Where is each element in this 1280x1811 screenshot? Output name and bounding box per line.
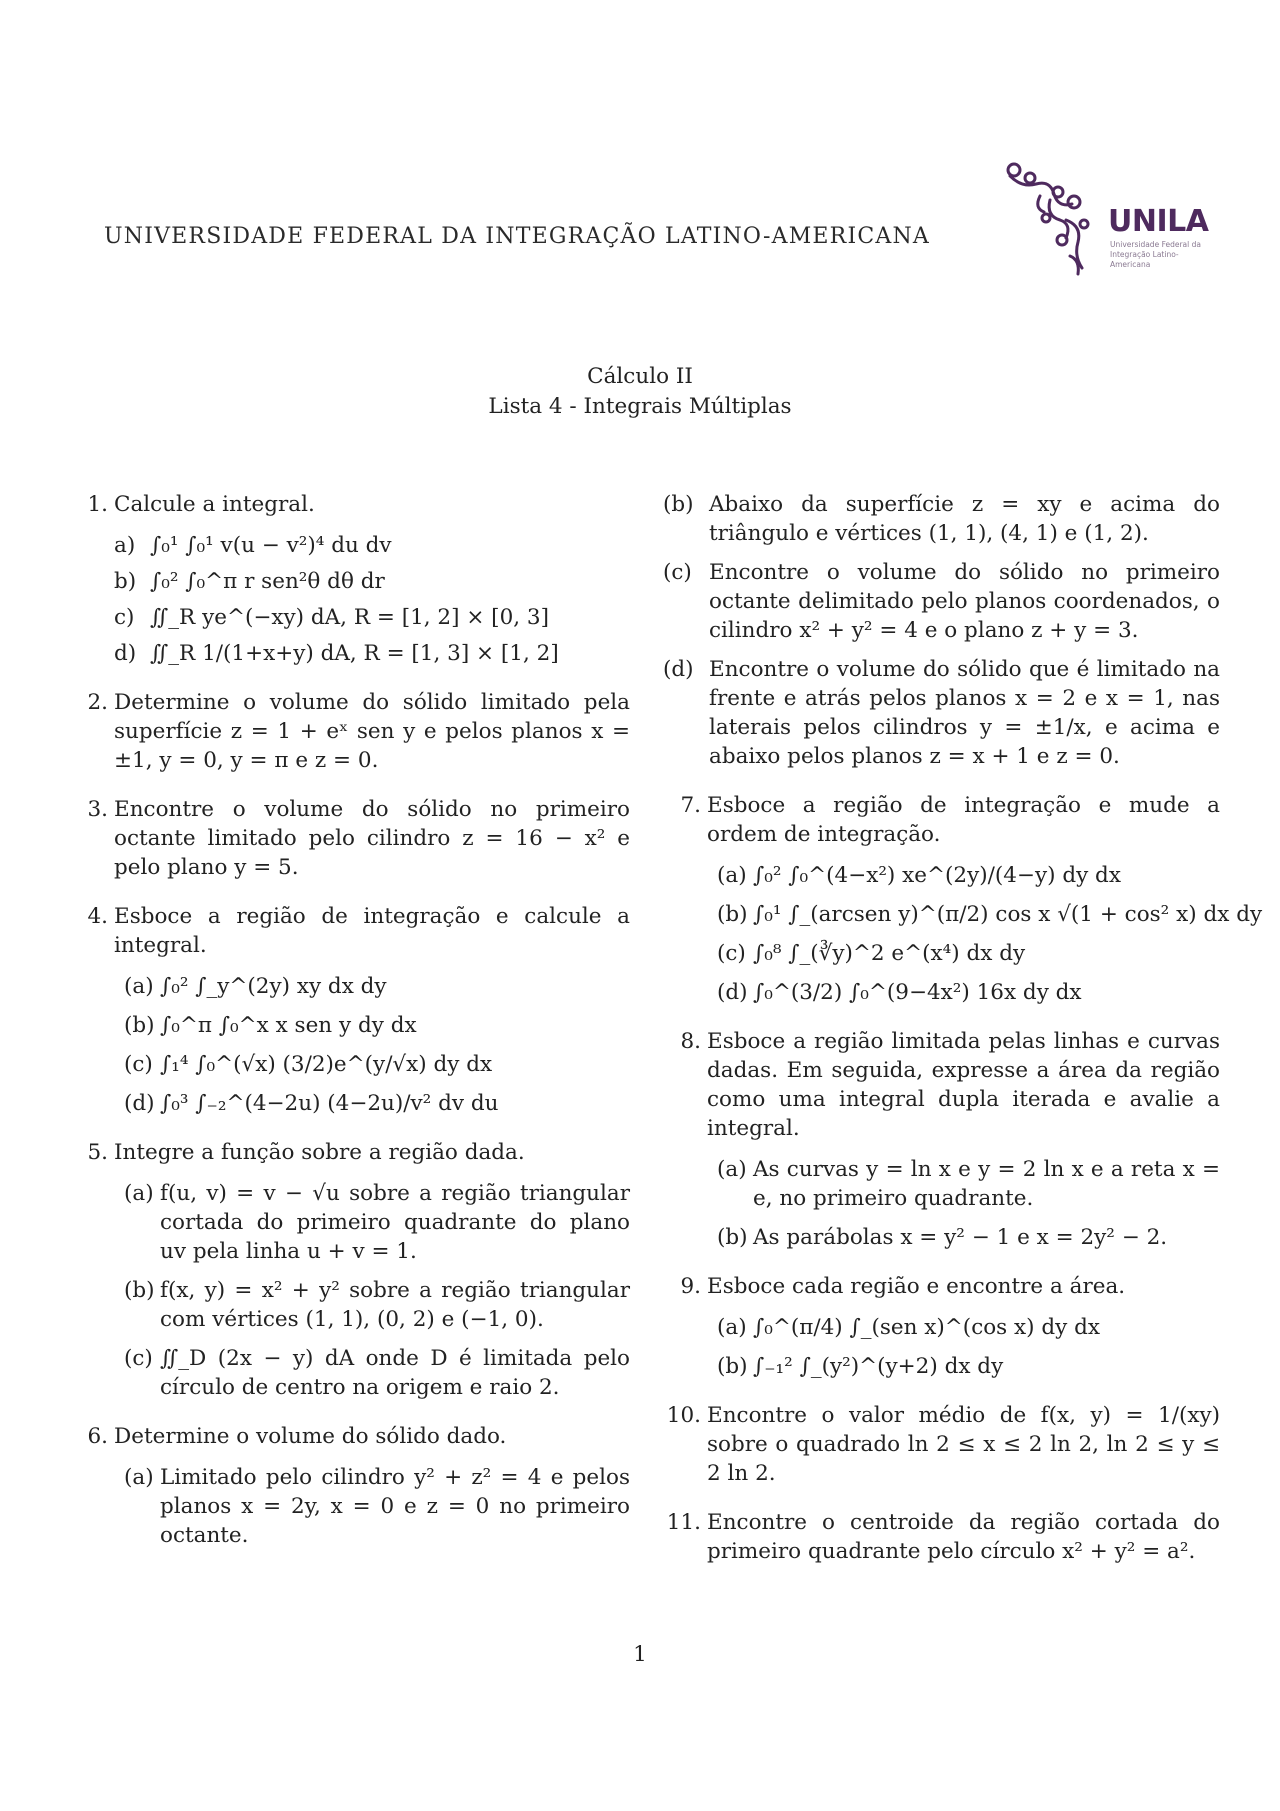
course-title: Cálculo II xyxy=(587,364,693,389)
question-2 xyxy=(78,688,630,775)
logo-emblem-icon xyxy=(1000,160,1110,280)
question-4 xyxy=(78,902,630,1118)
subquestion: (c) Encontre o volume do sólido no primeiro octante delimitado pelo planos coordenados, o cilindro x² + y² = 4 e o plano z + y = 3. xyxy=(663,560,1220,643)
left-column xyxy=(78,490,630,1570)
subquestion-list xyxy=(114,531,630,668)
question-1 xyxy=(78,490,630,668)
subquestion: (a) As curvas y = ln x e y = 2 ln x e a reta x = e, no primeiro quadrante. xyxy=(717,1157,1220,1211)
question-text: Esboce a região de integração e calcule a integral. xyxy=(114,904,630,958)
subquestion-list xyxy=(114,1463,630,1550)
subquestion: (a) ∫₀² ∫₀^(4−x²) xe^(2y)/(4−y) dy dx xyxy=(717,863,1121,888)
question-text: Esboce a região de integração e mude a ordem de integração. xyxy=(707,793,1220,847)
logo-tagline: Universidade Federal da Integração Latino-Americana xyxy=(1110,240,1201,269)
unila-logo xyxy=(1000,160,1209,280)
question-6 xyxy=(78,1422,630,1550)
question-text: Integre a função sobre a região dada. xyxy=(114,1140,525,1165)
question-9 xyxy=(663,1272,1220,1381)
question-number: 7. xyxy=(680,793,701,818)
subquestion: (a) ∫₀^(π/4) ∫_(sen x)^(cos x) dy dx xyxy=(717,1315,1101,1340)
subquestion: (d) ∫₀^(3/2) ∫₀^(9−4x²) 16x dy dx xyxy=(717,980,1082,1005)
question-8 xyxy=(663,1027,1220,1252)
subquestion: (c) ∬_D (2x − y) dA onde D é limitada pelo círculo de centro na origem e raio 2. xyxy=(124,1346,630,1400)
subquestion: (b) Abaixo da superfície z = xy e acima do triângulo e vértices (1, 1), (4, 1) e (1, 2). xyxy=(663,492,1220,546)
question-text: Determine o volume do sólido dado. xyxy=(114,1424,507,1449)
subquestion: (a) Limitado pelo cilindro y² + z² = 4 e pelos planos x = 2y, x = 0 e z = 0 no primeiro octante. xyxy=(124,1465,630,1548)
question-10 xyxy=(663,1401,1220,1488)
subquestion: (b) f(x, y) = x² + y² sobre a região triangular com vértices (1, 1), (0, 2) e (−1, 0). xyxy=(124,1278,630,1332)
subquestion-list xyxy=(114,972,630,1118)
subquestion: (b) ∫₋₁² ∫_(y²)^(y+2) dx dy xyxy=(717,1354,1004,1379)
question-text: Calcule a integral. xyxy=(114,492,315,517)
document-title xyxy=(0,362,1280,422)
subquestion: (b) ∫₀^π ∫₀^x x sen y dy dx xyxy=(124,1013,417,1038)
question-number: 2. xyxy=(87,690,108,715)
page-number: 1 xyxy=(633,1642,647,1667)
list-title: Lista 4 - Integrais Múltiplas xyxy=(488,394,792,419)
question-number: 4. xyxy=(87,904,108,929)
subquestion: d) ∬_R 1/(1+x+y) dA, R = [1, 3] × [1, 2] xyxy=(114,641,559,666)
question-number: 10. xyxy=(666,1403,701,1428)
subquestion: (c) ∫₁⁴ ∫₀^(√x) (3/2)e^(y/√x) dy dx xyxy=(124,1052,493,1077)
question-text: Esboce cada região e encontre a área. xyxy=(707,1274,1126,1299)
question-5 xyxy=(78,1138,630,1402)
question-number: 9. xyxy=(680,1274,701,1299)
question-text: Esboce a região limitada pelas linhas e curvas dadas. Em seguida, expresse a área da região como uma integral dupla iterada e avalie a integral. xyxy=(707,1029,1220,1141)
question-number: 1. xyxy=(87,492,108,517)
question-text: Encontre o valor médio de f(x, y) = 1/(xy) sobre o quadrado ln 2 ≤ x ≤ 2 ln 2, ln 2 ≤ y ≤ 2 ln 2. xyxy=(707,1403,1220,1486)
question-11 xyxy=(663,1508,1220,1566)
question-number: 3. xyxy=(87,797,108,822)
question-text: Encontre o centroide da região cortada do primeiro quadrante pelo círculo x² + y² = a². xyxy=(707,1510,1220,1564)
right-column xyxy=(663,490,1263,1586)
question-number: 8. xyxy=(680,1029,701,1054)
subquestion-list xyxy=(114,1179,630,1402)
question-3 xyxy=(78,795,630,882)
question-number: 5. xyxy=(87,1140,108,1165)
university-header: UNIVERSIDADE FEDERAL DA INTEGRAÇÃO LATINO-AMERICANA xyxy=(104,224,930,249)
question-text: Encontre o volume do sólido no primeiro octante limitado pelo cilindro z = 16 − x² e pelo plano y = 5. xyxy=(114,797,630,880)
question-6-continued xyxy=(663,490,1220,771)
subquestion-list xyxy=(707,1155,1220,1252)
question-number: 11. xyxy=(666,1510,701,1535)
subquestion: b) ∫₀² ∫₀^π r sen²θ dθ dr xyxy=(114,569,385,594)
subquestion: (d) Encontre o volume do sólido que é limitado na frente e atrás pelos planos x = 2 e x = 1, nas laterais pelos cilindros y = ±1/x, e acima e abaixo pelos planos z = x + 1 e z = 0. xyxy=(663,657,1220,769)
subquestion: a) ∫₀¹ ∫₀¹ v(u − v²)⁴ du dv xyxy=(114,533,392,558)
subquestion: (d) ∫₀³ ∫₋₂^(4−2u) (4−2u)/v² dv du xyxy=(124,1091,499,1116)
subquestion: c) ∬_R ye^(−xy) dA, R = [1, 2] × [0, 3] xyxy=(114,605,549,630)
subquestion: (c) ∫₀⁸ ∫_(∛y)^2 e^(x⁴) dx dy xyxy=(717,941,1026,966)
question-7 xyxy=(663,791,1263,1007)
logo-name: UNILA xyxy=(1108,204,1209,239)
subquestion-list xyxy=(707,861,1263,1007)
subquestion: (b) ∫₀¹ ∫_(arcsen y)^(π/2) cos x √(1 + cos² x) dx dy xyxy=(717,902,1263,927)
subquestion: (a) f(u, v) = v − √u sobre a região triangular cortada do primeiro quadrante do plano uv pela linha u + v = 1. xyxy=(124,1181,630,1264)
subquestion-list xyxy=(707,1313,1220,1381)
subquestion: (a) ∫₀² ∫_y^(2y) xy dx dy xyxy=(124,974,387,999)
question-number: 6. xyxy=(87,1424,108,1449)
question-text: Determine o volume do sólido limitado pela superfície z = 1 + eˣ sen y e pelos planos x = ±1, y = 0, y = π e z = 0. xyxy=(114,690,630,773)
subquestion: (b) As parábolas x = y² − 1 e x = 2y² − 2. xyxy=(717,1225,1168,1250)
